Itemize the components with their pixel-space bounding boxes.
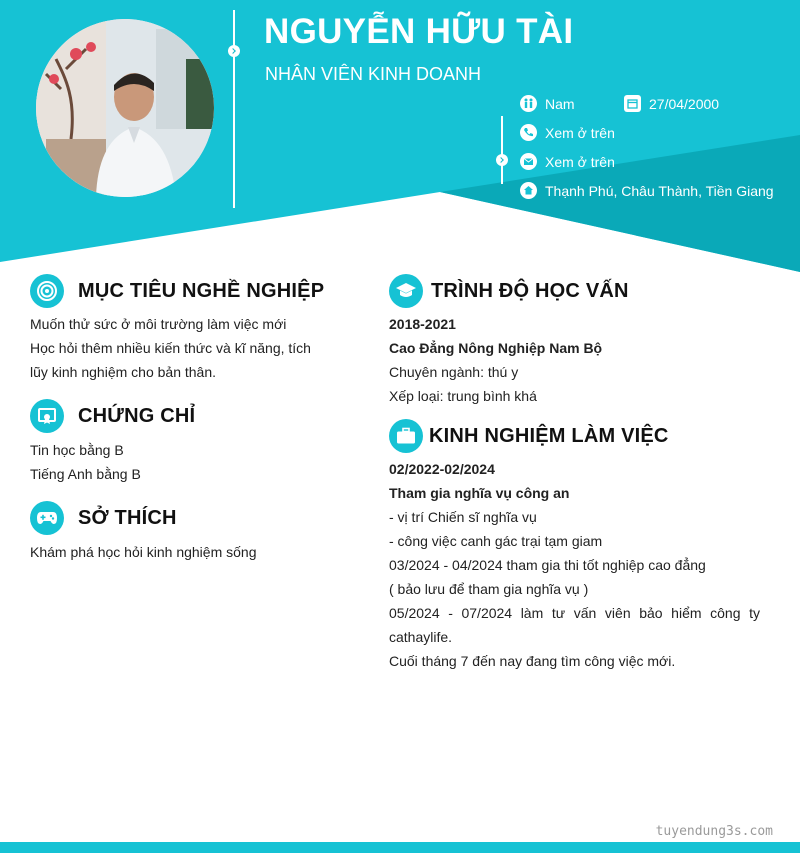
header-divider-right-marker <box>496 154 508 166</box>
education-title: TRÌNH ĐỘ HỌC VẤN <box>431 279 629 302</box>
profile-photo <box>36 19 214 197</box>
watermark: tuyendung3s.com <box>655 824 773 839</box>
experience-role: Tham gia nghĩa vụ công an <box>389 485 570 501</box>
address-value: Thạnh Phú, Châu Thành, Tiền Giang <box>545 182 774 199</box>
email-icon <box>520 153 537 170</box>
calendar-icon <box>624 95 641 112</box>
header-divider-left <box>233 10 235 208</box>
certificate-icon <box>30 399 64 433</box>
avatar <box>36 19 214 197</box>
objective-line: Muốn thử sức ở môi trường làm việc mới <box>30 316 287 332</box>
experience-line: 05/2024 - 07/2024 làm tư vấn viên bảo hiểm công ty <box>389 605 760 621</box>
phone-value: Xem ở trên <box>545 124 615 141</box>
section-objective <box>30 274 324 308</box>
certificate-item: Tiếng Anh bằng B <box>30 466 141 482</box>
objective-title: MỤC TIÊU NGHỀ NGHIỆP <box>78 279 325 302</box>
section-experience <box>389 419 669 453</box>
experience-line: cathaylife. <box>389 629 453 645</box>
experience-line: ( bảo lưu để tham gia nghĩa vụ ) <box>389 581 589 597</box>
gender-icon <box>520 95 537 112</box>
experience-line: 03/2024 - 04/2024 tham gia thi tốt nghiệp cao đẳng <box>389 557 706 573</box>
certificate-item: Tin học bằng B <box>30 442 124 458</box>
candidate-name: NGUYỄN HỮU TÀI <box>264 12 574 51</box>
experience-period: 02/2022-02/2024 <box>389 461 495 477</box>
education-major: Chuyên ngành: thú y <box>389 364 519 380</box>
target-icon <box>30 274 64 308</box>
section-certificates <box>30 399 195 433</box>
experience-line: Cuối tháng 7 đến nay đang tìm công việc mới. <box>389 653 676 669</box>
graduation-cap-icon <box>389 274 423 308</box>
experience-line: - vị trí Chiến sĩ nghĩa vụ <box>389 509 537 525</box>
email-value: Xem ở trên <box>545 153 615 170</box>
section-hobbies <box>30 501 177 535</box>
objective-line: Học hỏi thêm nhiều kiến thức và kĩ năng, tích <box>30 340 311 356</box>
briefcase-icon <box>389 419 423 453</box>
header-divider-right <box>501 116 503 184</box>
phone-icon <box>520 124 537 141</box>
education-school: Cao Đẳng Nông Nghiệp Nam Bộ <box>389 340 603 356</box>
education-grade: Xếp loại: trung bình khá <box>389 388 537 404</box>
info-birthday <box>624 95 719 112</box>
birthday-value: 27/04/2000 <box>649 95 720 112</box>
header-divider-left-marker <box>228 45 240 57</box>
education-period: 2018-2021 <box>389 316 456 332</box>
info-gender <box>520 95 575 112</box>
section-education <box>389 274 629 308</box>
info-phone <box>520 124 615 141</box>
experience-title: KINH NGHIỆM LÀM VIỆC <box>429 424 669 447</box>
footer-bar <box>0 842 800 853</box>
certificates-title: CHỨNG CHỈ <box>78 404 196 427</box>
info-email <box>520 153 615 170</box>
objective-line: lũy kinh nghiệm cho bản thân. <box>30 364 217 380</box>
info-address <box>520 182 774 199</box>
experience-line: - công việc canh gác trại tạm giam <box>389 533 603 549</box>
hobby-item: Khám phá học hỏi kinh nghiệm sống <box>30 544 257 560</box>
hobbies-title: SỞ THÍCH <box>78 506 177 529</box>
home-icon <box>520 182 537 199</box>
job-title: NHÂN VIÊN KINH DOANH <box>265 64 482 84</box>
gamepad-icon <box>30 501 64 535</box>
gender-value: Nam <box>545 95 575 112</box>
